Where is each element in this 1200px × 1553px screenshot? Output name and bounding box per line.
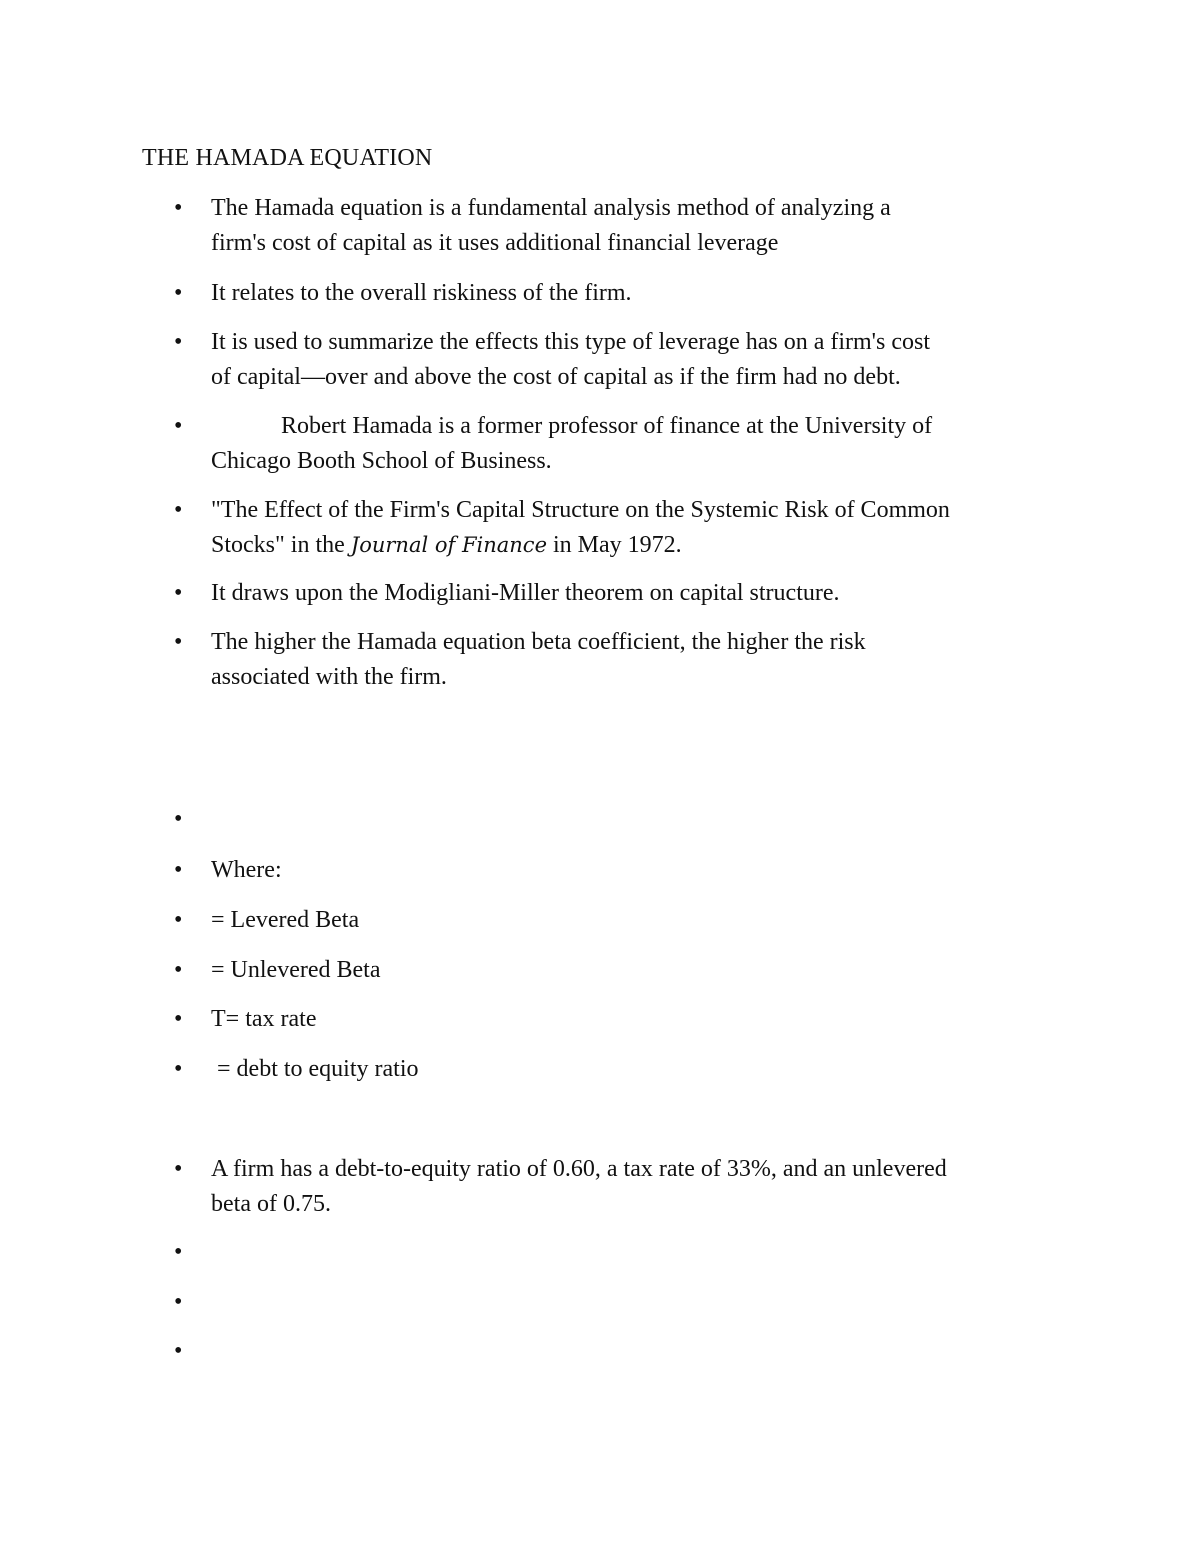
bullet-icon: • xyxy=(174,580,183,606)
bullet-icon: • xyxy=(174,806,183,832)
bullet-text-line: It draws upon the Modigliani-Miller theorem on capital structure. xyxy=(211,580,840,606)
bullet-icon: • xyxy=(174,629,183,655)
bullet-icon: • xyxy=(174,1239,183,1265)
unlevered-beta-definition: = Unlevered Beta xyxy=(211,957,381,983)
bullet-icon: • xyxy=(174,957,183,983)
bullet-icon: • xyxy=(174,497,183,523)
bullet-text-line: Chicago Booth School of Business. xyxy=(211,448,552,474)
bullet-icon: • xyxy=(174,1156,183,1182)
bullet-icon: • xyxy=(174,329,183,355)
bullet-text-span: Robert Hamada is a former professor of finance at the University of xyxy=(281,413,933,439)
bullet-text-line xyxy=(211,409,1071,443)
bullet-text-line: It relates to the overall riskiness of the firm. xyxy=(211,280,632,306)
levered-beta-definition: = Levered Beta xyxy=(211,907,360,933)
citation-prefix: Stocks" in the xyxy=(211,532,351,558)
bullet-text-line: firm's cost of capital as it uses additional financial leverage xyxy=(211,230,779,256)
journal-name: Journal of Finance xyxy=(350,533,547,557)
bullet-icon: • xyxy=(174,1006,183,1032)
bullet-icon: • xyxy=(174,1338,183,1364)
bullet-text-line: "The Effect of the Firm's Capital Structure on the Systemic Risk of Common xyxy=(211,497,950,523)
bullet-text-line: A firm has a debt-to-equity ratio of 0.60, a tax rate of 33%, and an unlevered xyxy=(211,1156,947,1182)
bullet-text-line: The higher the Hamada equation beta coefficient, the higher the risk xyxy=(211,629,866,655)
citation-suffix: in May 1972. xyxy=(547,532,682,558)
bullet-text-line: associated with the firm. xyxy=(211,664,447,690)
bullet-icon: • xyxy=(174,1289,183,1315)
document-title: THE HAMADA EQUATION xyxy=(142,145,433,171)
bullet-text-line: The Hamada equation is a fundamental analysis method of analyzing a xyxy=(211,195,891,221)
bullet-text-line: It is used to summarize the effects this type of leverage has on a firm's cost xyxy=(211,329,931,355)
bullet-text-line xyxy=(211,528,1071,562)
bullet-icon: • xyxy=(174,413,183,439)
bullet-icon: • xyxy=(174,1056,183,1082)
bullet-icon: • xyxy=(174,857,183,883)
where-label: Where: xyxy=(211,857,282,883)
bullet-icon: • xyxy=(174,907,183,933)
tax-rate-definition: T= tax rate xyxy=(211,1006,317,1032)
bullet-icon: • xyxy=(174,195,183,221)
debt-equity-definition: = debt to equity ratio xyxy=(211,1056,419,1082)
bullet-text-line: of capital—over and above the cost of capital as if the firm had no debt. xyxy=(211,364,901,390)
bullet-icon: • xyxy=(174,280,183,306)
bullet-text-line: beta of 0.75. xyxy=(211,1191,331,1217)
